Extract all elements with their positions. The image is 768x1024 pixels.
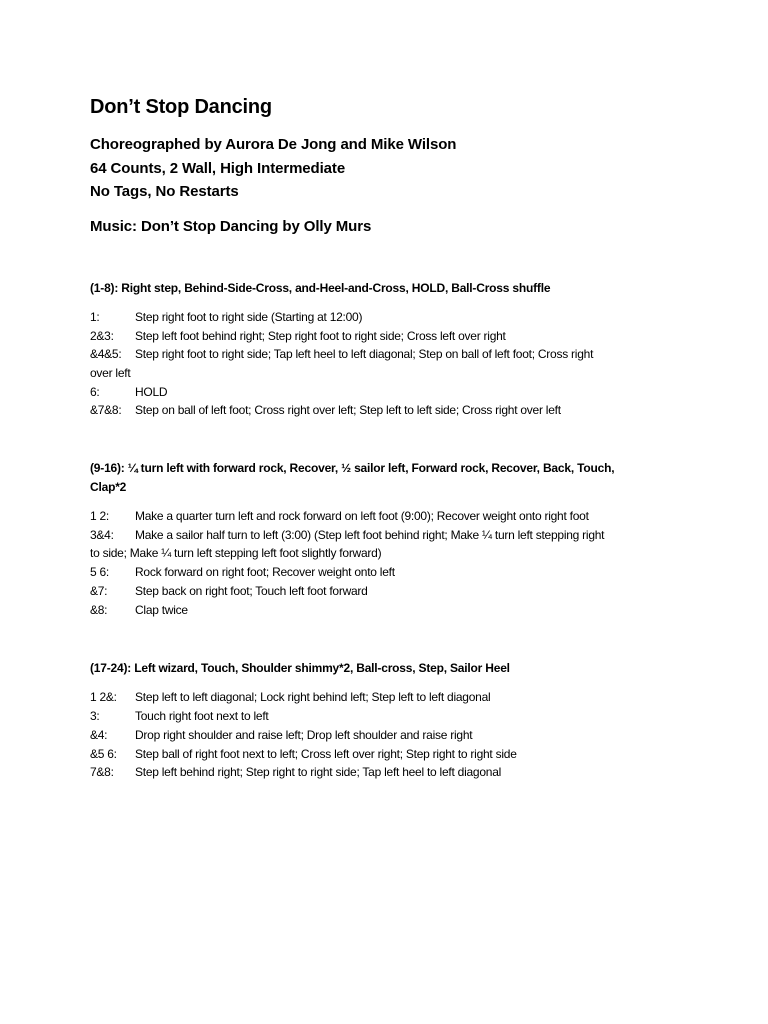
- step-text: Touch right foot next to left: [135, 709, 269, 723]
- step-row: [90, 745, 680, 764]
- step-row: [90, 401, 680, 420]
- step-count: 1:: [90, 310, 100, 324]
- step-text: Step ball of right foot next to left; Cross left over right; Step right to right side: [135, 747, 517, 761]
- step-text: Clap twice: [135, 603, 188, 617]
- step-text: Drop right shoulder and raise left; Drop left shoulder and raise right: [135, 728, 473, 742]
- choreographer-line: Choreographed by Aurora De Jong and Mike Wilson: [90, 136, 457, 153]
- step-text: Step left behind right; Step right to right side; Tap left heel to left diagonal: [135, 765, 502, 779]
- step-count: 3&4:: [90, 528, 114, 542]
- counts-line: 64 Counts, 2 Wall, High Intermediate: [90, 160, 346, 177]
- section-1-heading: (1-8): Right step, Behind-Side-Cross, and-Heel-and-Cross, HOLD, Ball-Cross shuffle: [90, 281, 551, 295]
- section-3-heading: (17-24): Left wizard, Touch, Shoulder shimmy*2, Ball-cross, Step, Sailor Heel: [90, 661, 510, 675]
- step-text: Step on ball of left foot; Cross right over left; Step left to left side; Cross right over left: [135, 403, 561, 417]
- step-count: &4:: [90, 728, 108, 742]
- step-text: Step right foot to right side (Starting at 12:00): [135, 310, 363, 324]
- step-row: [90, 726, 680, 745]
- step-count: 1 2&:: [90, 690, 117, 704]
- step-wrap-text: to side; Make ¼ turn left stepping left foot slightly forward): [90, 546, 382, 560]
- section-2-heading: (9-16): ¼ turn left with forward rock, Recover, ½ sailor left, Forward rock, Recover, Back, Touch,: [90, 461, 615, 475]
- step-count: 3:: [90, 709, 100, 723]
- step-count: &7:: [90, 584, 108, 598]
- step-text: Step right foot to right side; Tap left heel to left diagonal; Step on ball of left foot; Cross right: [135, 347, 594, 361]
- step-row: [90, 345, 680, 364]
- step-row: [90, 601, 680, 620]
- step-row: [90, 688, 680, 707]
- step-text: Step back on right foot; Touch left foot forward: [135, 584, 368, 598]
- step-text: Step left to left diagonal; Lock right behind left; Step left to left diagonal: [135, 690, 491, 704]
- tags-line: No Tags, No Restarts: [90, 183, 239, 200]
- step-row: [90, 526, 680, 545]
- section-2-heading-wrap: Clap*2: [90, 480, 127, 494]
- step-row: [90, 308, 680, 327]
- step-text: Step left foot behind right; Step right foot to right side; Cross left over right: [135, 329, 506, 343]
- step-text: Rock forward on right foot; Recover weight onto left: [135, 565, 395, 579]
- step-count: 7&8:: [90, 765, 114, 779]
- step-row: [90, 763, 680, 782]
- step-row: [90, 383, 680, 402]
- step-wrap-text: over left: [90, 366, 131, 380]
- document-title: Don’t Stop Dancing: [90, 96, 272, 118]
- step-count: 5 6:: [90, 565, 110, 579]
- step-count: 6:: [90, 385, 100, 399]
- step-count: 1 2:: [90, 509, 110, 523]
- step-row: [90, 582, 680, 601]
- step-count: &4&5:: [90, 347, 122, 361]
- step-count: &5 6:: [90, 747, 117, 761]
- step-text: Make a quarter turn left and rock forward on left foot (9:00); Recover weight onto right foot: [135, 509, 589, 523]
- step-count: &7&8:: [90, 403, 122, 417]
- step-text: Make a sailor half turn to left (3:00) (Step left foot behind right; Make ¼ turn left stepping right: [135, 528, 605, 542]
- step-row: [90, 563, 680, 582]
- music-line: Music: Don’t Stop Dancing by Olly Murs: [90, 218, 372, 235]
- step-row: [90, 327, 680, 346]
- step-count: &8:: [90, 603, 108, 617]
- step-row: [90, 507, 680, 526]
- step-count: 2&3:: [90, 329, 114, 343]
- step-text: HOLD: [135, 385, 168, 399]
- step-row: [90, 707, 680, 726]
